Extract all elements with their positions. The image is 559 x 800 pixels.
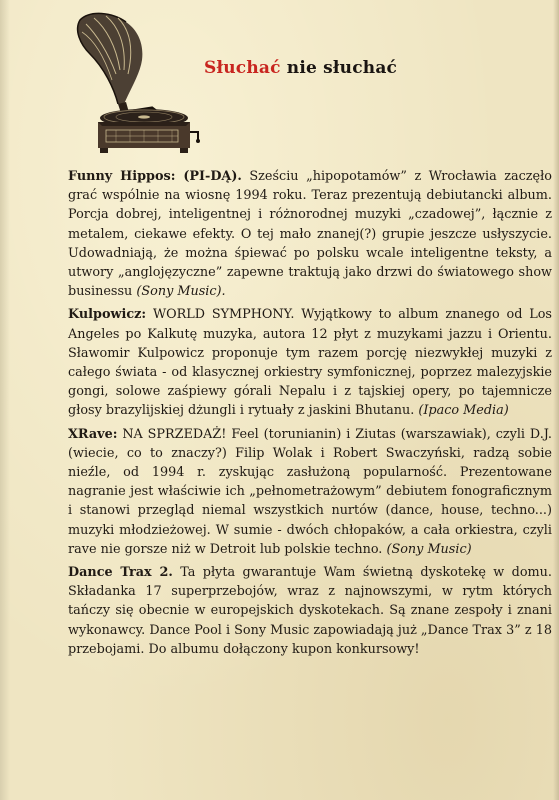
review-title: Funny Hippos: (PI-DĄ). (68, 169, 242, 184)
record-label: (Sony Music) (386, 541, 472, 557)
record-label: (Ipaco Media) (418, 403, 509, 419)
section-title-rest: nie słuchać (286, 58, 398, 78)
review-dance-trax-2 (68, 563, 552, 659)
review-title: Kulpowicz: (68, 307, 147, 323)
review-title: Dance Trax 2. (68, 565, 173, 581)
review-title: XRave: (68, 426, 118, 442)
page-shadow-left (0, 0, 10, 800)
review-funny-hippos (68, 167, 552, 301)
review-body: Ta płyta gwarantuje Wam świetną dyskotekę w domu. Składanka 17 superprzebojów, wraz z najnowszymi, w rytm których tańczy się obecnie w europejskich dyskotekach. Są znane zespoły i znani wykonawcy. Dance Pool i Sony Music zapowiadają już „Dance Trax 3” z 18 przebojami. Do albumu dołączony kupon konkursowy! (68, 565, 552, 657)
section-title-accent: Słuchać (204, 58, 281, 78)
gramophone-icon (60, 8, 200, 156)
reviews-column (68, 167, 552, 663)
review-body: NA SPRZEDAŻ! Feel (torunianin) i Ziutas (warszawiak), czyli D.J. (wiecie, co to znaczy?) Filip Wolak i Robert Swaczyński, radzą sobie nieźle, od 1994 r. zyskując zasłużoną popularność. Prezentowane nagranie jest właściwie ich „pełnometrażowym” debiutem fonograficznym i stanowi przegląd niemal wszystkich nurtów (dance, house, techno...) muzyki młodzieżowej. W sumie - dwóch chłopaków, a cała orkiestra, czyli rave nie gorsze niż w Detroit lub polskie techno. (68, 426, 552, 557)
page-shadow-right (553, 0, 559, 800)
review-kulpowicz (68, 305, 552, 420)
review-xrave (68, 425, 552, 559)
record-label: (Sony Music). (136, 284, 226, 300)
section-title (204, 58, 397, 78)
review-body: Sześciu „hipopotamów” z Wrocławia zaczęło grać wspólnie na wiosnę 1994 roku. Teraz prezentują debiutancki album. Porcja dobrej, inteligentnej i różnorodnej muzyki „czadowej”, łącznie z metalem, ciekawe efekty. O tej mało znanej(?) grupie jeszcze usłyszycie. Udowadniają, że można śpiewać po polsku wcale inteligentne teksty, a utwory „anglojęzyczne” zapewne traktują jako drzwi do światowego show businessu (68, 169, 552, 300)
review-body: WORLD SYMPHONY. Wyjątkowy to album znanego od Los Angeles po Kalkutę muzyka, autora 12 płyt z muzykami jazzu i Orientu. Sławomir Kulpowicz proponuje tym razem porcję niezwykłej muzyki z całego świata - od klasycznej orkiestry symfonicznej, poprzez malezyjskie gongi, solowe zaśpiewy górali Nepalu i z tajskiej opery, po tajemnicze głosy brazylijskiej dżungli i rytuały z jaskini Bhutanu. (68, 307, 552, 419)
